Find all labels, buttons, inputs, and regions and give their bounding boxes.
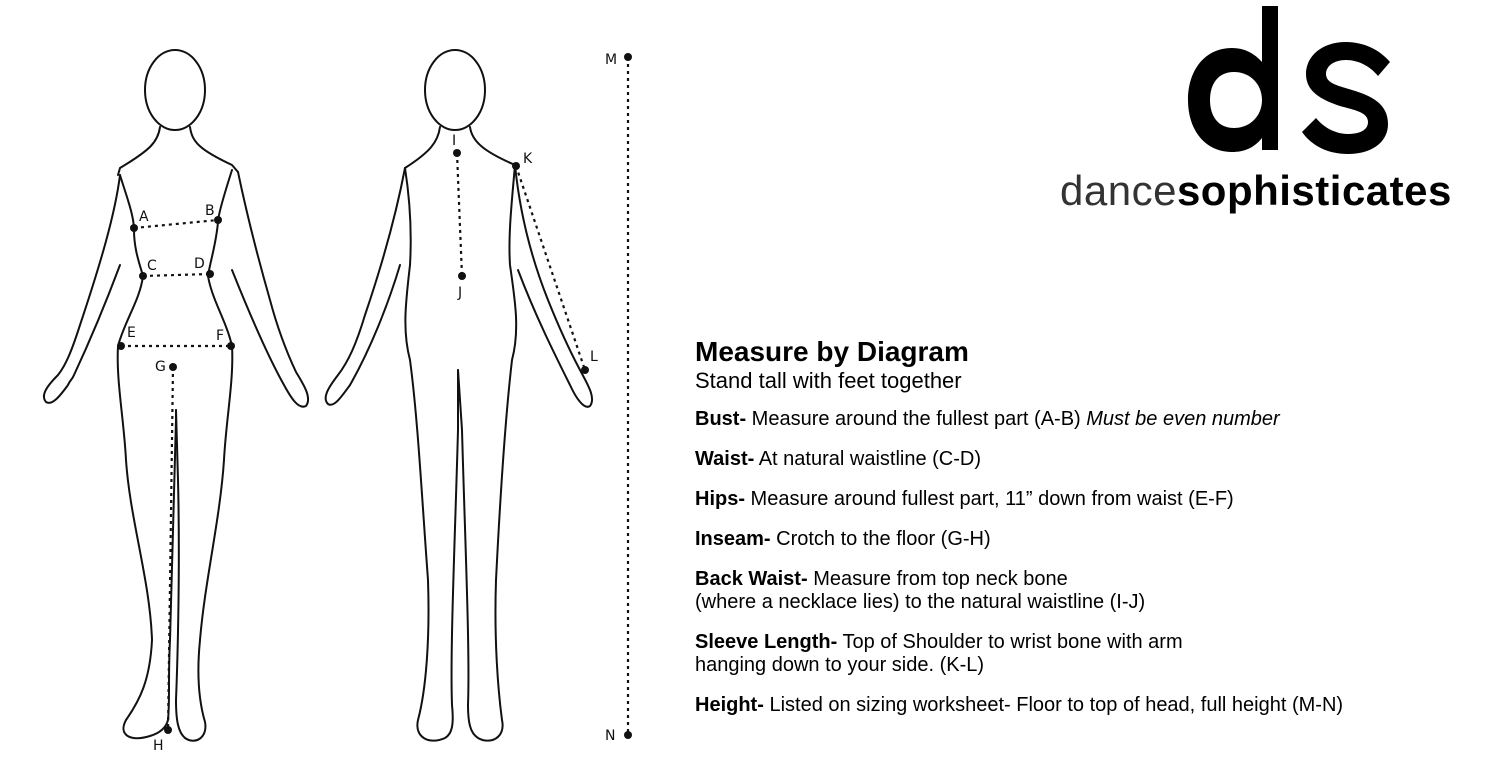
instruction-text: Top of Shoulder to wrist bone with arm [837,631,1183,653]
point-b [214,216,222,224]
instruction-text-line2: (where a necklace lies) to the natural waistline (I-J) [695,591,1146,613]
label-c: C [147,258,157,274]
back-waist-line [457,153,462,276]
instruction-text: Listed on sizing worksheet- Floor to top of head, full height (M-N) [763,694,1344,716]
label-i: I [452,133,457,149]
instruction-text: Measure around the fullest part (A-B) [746,408,1087,430]
ds-logo-mark [1180,0,1410,160]
point-a [130,224,138,232]
instruction-bust [695,408,1485,431]
point-f [227,342,235,350]
waist-line [143,274,210,276]
label-l: L [590,349,598,365]
label-d: D [194,256,205,272]
label-e: E [127,325,136,341]
instruction-sleeve-length [695,631,1485,677]
instruction-term: Waist- [695,448,755,470]
instruction-term: Height- [695,694,764,716]
point-h [164,726,172,734]
label-k: K [523,151,533,167]
instruction-back-waist [695,568,1485,614]
point-e [117,342,125,350]
instruction-hips [695,488,1485,511]
label-m: M [605,52,618,68]
point-i [453,149,461,157]
dance-sophisticates-logo [1060,0,1485,220]
instructions-title: Measure by Diagram [695,336,969,367]
instruction-term: Back Waist- [695,568,808,590]
logo-word-dance: dance [1060,167,1177,214]
instruction-term: Sleeve Length- [695,631,838,653]
label-n: N [605,728,616,744]
front-figure [44,50,308,741]
point-m [624,53,632,61]
instruction-inseam [695,528,1485,551]
label-a: A [139,209,149,225]
instruction-text: Crotch to the floor (G-H) [770,528,991,550]
instruction-text: Measure around fullest part, 11” down from waist (E-F) [745,488,1234,510]
label-b: B [205,203,215,219]
measurement-diagram [0,0,680,776]
label-f: F [216,328,225,344]
point-d [206,270,214,278]
instruction-height [695,694,1485,717]
instruction-note: Must be even number [1086,408,1280,430]
logo-word-sophisticates: sophisticates [1176,167,1452,214]
point-c [139,272,147,280]
point-n [624,731,632,739]
point-k [512,162,520,170]
instruction-term: Hips- [695,488,745,510]
instruction-text: At natural waistline (C-D) [754,448,982,470]
instruction-term: Bust- [695,408,747,430]
label-j: J [458,285,463,301]
instruction-text: Measure from top neck bone [807,568,1068,590]
point-g [169,363,177,371]
instruction-text-line2: hanging down to your side. (K-L) [695,654,985,676]
logo-wordmark [1060,167,1485,214]
label-g: G [155,359,166,375]
point-j [458,272,466,280]
instruction-waist [695,448,1485,471]
instructions-subtitle: Stand tall with feet together [695,368,962,393]
sleeve-line [516,166,585,370]
instruction-term: Inseam- [695,528,771,550]
measurement-instructions [695,336,1485,734]
label-h: H [153,738,164,754]
point-l [581,366,589,374]
